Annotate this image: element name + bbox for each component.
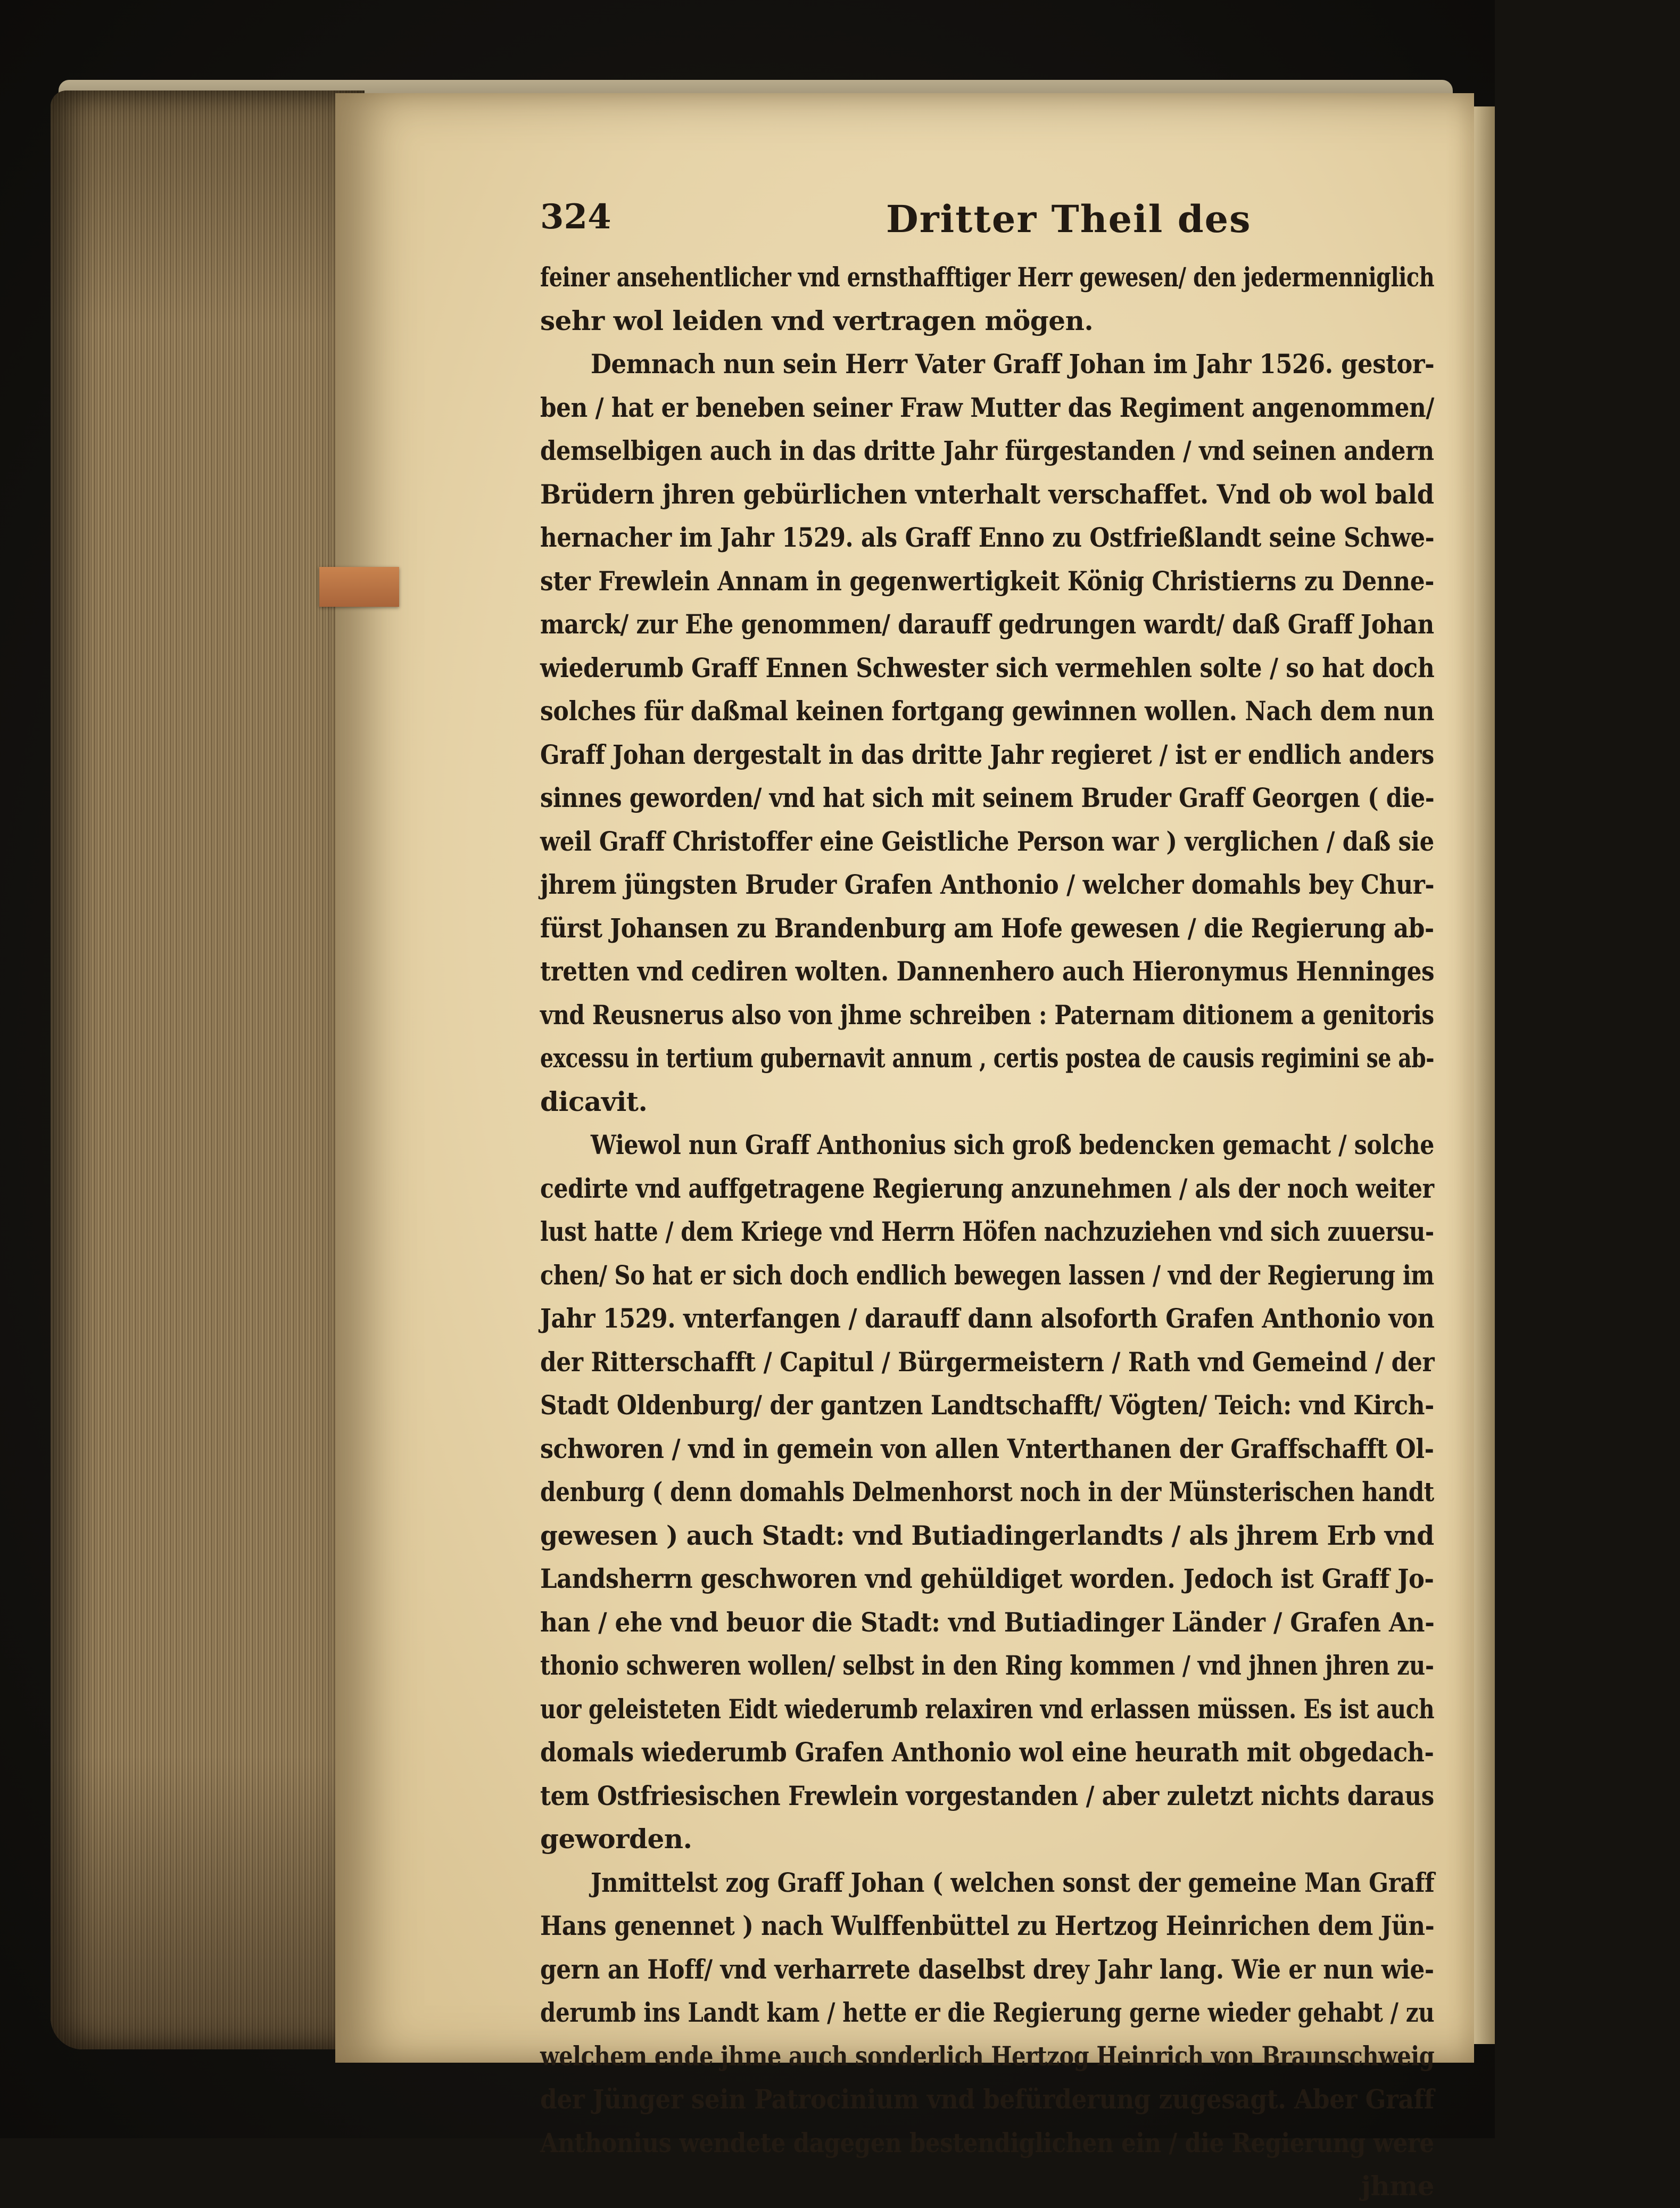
running-head: Dritter Theil des <box>886 197 1252 241</box>
text-line: Stadt Oldenburg/ der gantzen Landtschafft/ Vögten/ Teich: vnd Kirch- <box>540 1389 1434 1421</box>
text-line: domals wiederumb Grafen Anthonio wol eine heurath mit obgedach- <box>540 1736 1434 1768</box>
text-line: han / ehe vnd beuor die Stadt: vnd Butiadinger Länder / Grafen An- <box>540 1606 1435 1638</box>
text-line: thonio schweren wollen/ selbst in den Ring kommen / vnd jhnen jhren zu- <box>540 1650 1434 1681</box>
text-line: marck/ zur Ehe genommen/ darauff gedrungen wardt/ daß Graff Johan <box>540 608 1434 640</box>
text-line: Brüdern jhren gebürlichen vnterhalt verschaffet. Vnd ob wol bald <box>540 478 1434 510</box>
text-line: tretten vnd cediren wolten. Dannenhero auch Hieronymus Henninges <box>540 955 1435 987</box>
text-line: Hans genennet ) nach Wulffenbüttel zu Hertzog Heinrichen dem Jün- <box>540 1910 1435 1941</box>
text-line: Anthonius wendete dagegen bestendiglichen ein / die Regierung were <box>540 2127 1434 2158</box>
text-line: sinnes geworden/ vnd hat sich mit seinem Bruder Graff Georgen ( die- <box>540 782 1435 813</box>
text-line: Graff Johan dergestalt in das dritte Jahr regieret / ist er endlich anders <box>540 738 1434 770</box>
text-line: derumb ins Landt kam / hette er die Regierung gerne wieder gehabt / zu <box>540 1997 1435 2028</box>
text-line: sehr wol leiden vnd vertragen mögen. <box>540 304 1094 336</box>
text-line: demselbigen auch in das dritte Jahr fürgestanden / vnd seinen andern <box>540 435 1434 466</box>
facing-page-edge <box>1474 106 1495 2044</box>
text-line: uor geleisteten Eidt wiederumb relaxiren vnd erlassen müssen. Es ist auch <box>540 1693 1435 1725</box>
bookmark-ribbon <box>319 567 399 607</box>
text-line: lust hatte / dem Kriege vnd Herrn Höfen nachzuziehen vnd sich zuuersu- <box>540 1216 1434 1247</box>
book-fore-edge <box>51 90 365 2049</box>
text-line: gewesen ) auch Stadt: vnd Butiadingerlandts / als jhrem Erb vnd <box>540 1519 1434 1551</box>
page-header <box>540 197 1434 256</box>
text-line: gern an Hoff/ vnd verharrete daselbst drey Jahr lang. Wie er nun wie- <box>540 1953 1434 1985</box>
text-line: ben / hat er beneben seiner Fraw Mutter das Regiment angenommen/ <box>540 391 1434 423</box>
text-line: fürst Johansen zu Brandenburg am Hofe gewesen / die Regierung ab- <box>540 912 1434 944</box>
text-line: excessu in tertium gubernavit annum , certis postea de causis regimini se ab- <box>540 1042 1435 1074</box>
page-number: 324 <box>540 197 611 237</box>
text-line: vnd Reusnerus also von jhme schreiben : Paternam ditionem a genitoris <box>540 999 1434 1031</box>
text-line: ster Frewlein Annam in gegenwertigkeit König Christierns zu Denne- <box>540 565 1435 597</box>
text-line: schworen / vnd in gemein von allen Vnterthanen der Graffschafft Ol- <box>540 1432 1434 1464</box>
text-line: Jnmittelst zog Graff Johan ( welchen sonst der gemeine Man Graff <box>591 1866 1435 1898</box>
text-line: Demnach nun sein Herr Vater Graff Johan im Jahr 1526. gestor- <box>591 348 1435 380</box>
catchword-line <box>540 2164 1434 2208</box>
text-line: Landsherrn geschworen vnd gehüldiget worden. Jedoch ist Graff Jo- <box>540 1563 1434 1594</box>
text-line: weil Graff Christoffer eine Geistliche Person war ) verglichen / daß sie <box>540 825 1434 857</box>
text-line: jhrem jüngsten Bruder Grafen Anthonio / welcher domahls bey Chur- <box>540 869 1435 900</box>
text-line: denburg ( denn domahls Delmenhorst noch in der Münsterischen handt <box>540 1476 1434 1507</box>
text-line: dicavit. <box>540 1085 648 1117</box>
text-line: solches für daßmal keinen fortgang gewinnen wollen. Nach dem nun <box>540 695 1434 727</box>
text-line: welchem ende jhme auch sonderlich Hertzog Heinrich von Braunschweig <box>540 2040 1435 2072</box>
text-line: cedirte vnd auffgetragene Regierung anzunehmen / als der noch weiter <box>540 1172 1434 1204</box>
catchword: jhme <box>1361 2170 1434 2202</box>
body-text <box>540 256 1434 2164</box>
text-line: geworden. <box>540 1823 692 1855</box>
text-line: der Jünger sein Patrocinium vnd befürderung zugesagt. Aber Graff <box>540 2083 1434 2115</box>
page-text-block <box>540 197 1435 2202</box>
text-line: feiner ansehentlicher vnd ernsthafftiger Herr gewesen/ den jedermenniglich <box>540 261 1435 293</box>
text-line: Jahr 1529. vnterfangen / darauff dann alsoforth Grafen Anthonio von <box>540 1303 1435 1334</box>
text-line: chen/ So hat er sich doch endlich bewegen lassen / vnd der Regierung im <box>540 1259 1434 1291</box>
text-line: der Ritterschafft / Capitul / Bürgermeistern / Rath vnd Gemeind / der <box>540 1346 1435 1378</box>
text-line: Wiewol nun Graff Anthonius sich groß bedencken gemacht / solche <box>591 1129 1435 1160</box>
text-line: hernacher im Jahr 1529. als Graff Enno zu Ostfrießlandt seine Schwe- <box>540 522 1435 553</box>
text-line: tem Ostfriesischen Frewlein vorgestanden / aber zuletzt nichts daraus <box>540 1779 1434 1811</box>
text-line: wiederumb Graff Ennen Schwester sich vermehlen solte / so hat doch <box>540 652 1435 683</box>
